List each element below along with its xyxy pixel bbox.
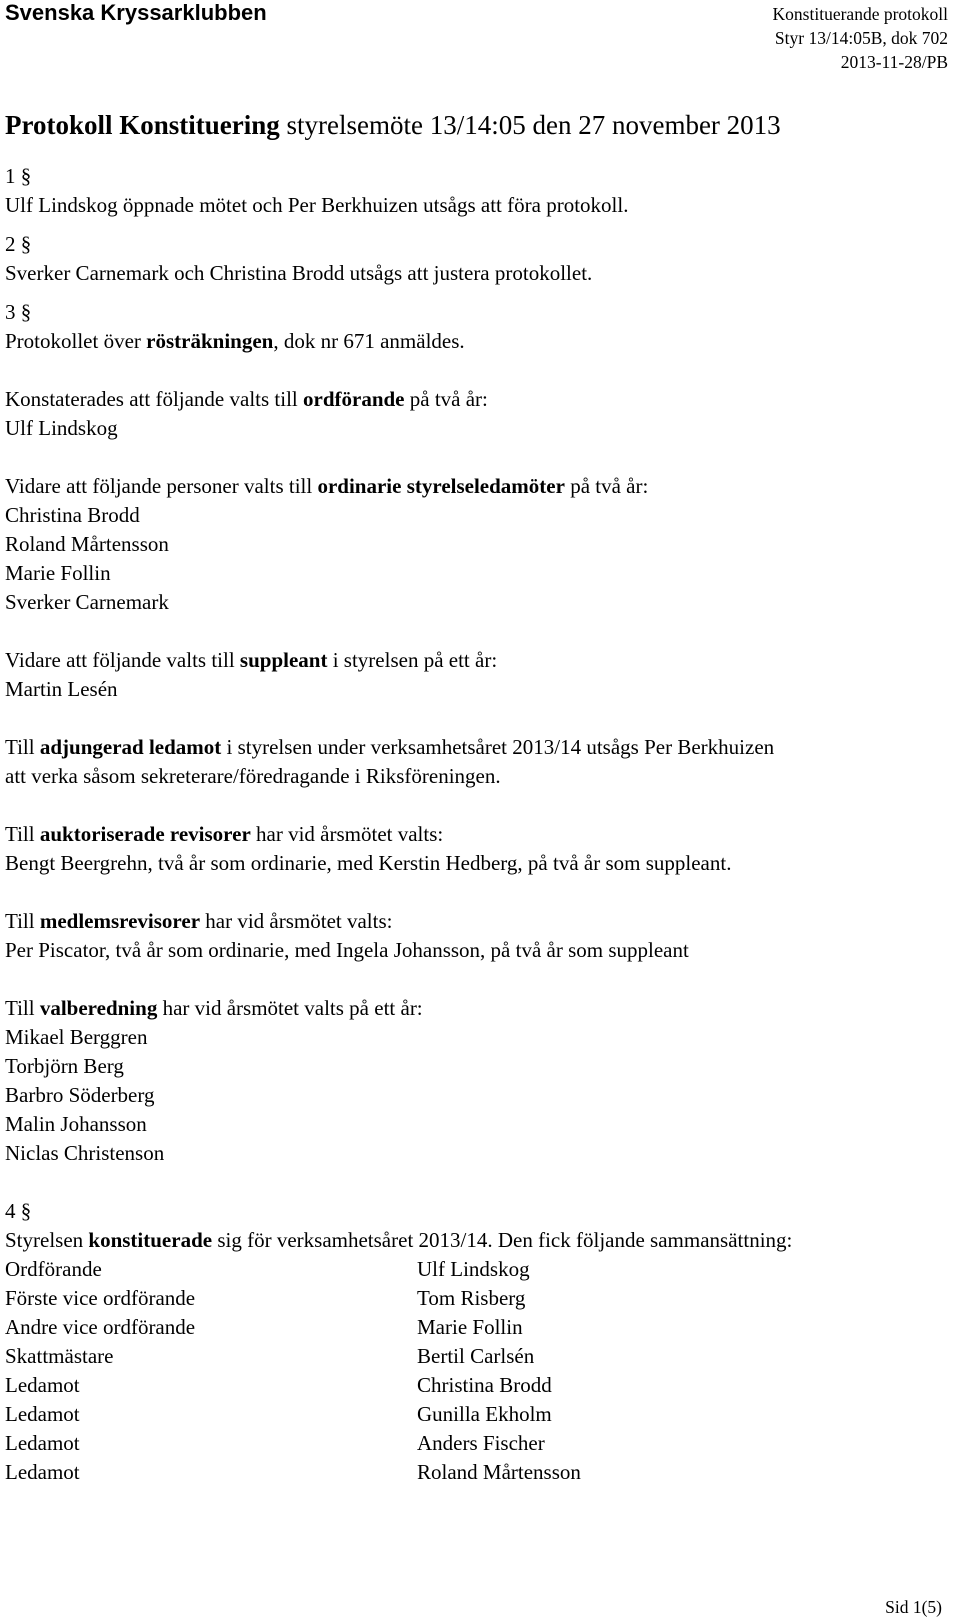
auditors-names: Bengt Beergrehn, två år som ordinarie, med Kerstin Hedberg, på två år som suppleant. <box>5 851 732 875</box>
role-label: Ledamot <box>5 1373 80 1397</box>
deputy-election-text: Vidare att följande valts till suppleant i styrelsen på ett år: <box>5 648 498 672</box>
deputy-name: Martin Lesén <box>5 677 118 701</box>
role-holder: Ulf Lindskog <box>417 1257 530 1281</box>
chair-election-text: Konstaterades att följande valts till ordförande på två år: <box>5 387 488 411</box>
table-row <box>5 1255 950 1284</box>
protocol-title-rest: styrelsemöte 13/14:05 den 27 november 2013 <box>279 110 781 140</box>
adjunct-member-text-line2: att verka såsom sekreterare/föredragande i Riksföreningen. <box>5 764 501 788</box>
nomination-member-name: Mikael Berggren <box>5 1025 148 1049</box>
table-row <box>5 1400 950 1429</box>
document-reference: Styr 13/14:05B, dok 702 <box>774 28 948 48</box>
table-row <box>5 1458 950 1487</box>
role-label: Ledamot <box>5 1460 80 1484</box>
table-row <box>5 1371 950 1400</box>
table-row <box>5 1429 950 1458</box>
nomination-member-name: Malin Johansson <box>5 1112 147 1136</box>
role-label: Ledamot <box>5 1431 80 1455</box>
section-4-number: 4 § <box>5 1199 32 1223</box>
role-holder: Christina Brodd <box>417 1373 552 1397</box>
section-4-text: Styrelsen konstituerade sig för verksamhetsåret 2013/14. Den fick följande sammansättning: <box>5 1228 793 1252</box>
role-holder: Roland Mårtensson <box>417 1460 581 1484</box>
role-label: Ledamot <box>5 1402 80 1426</box>
role-holder: Bertil Carlsén <box>417 1344 535 1368</box>
board-member-name: Sverker Carnemark <box>5 590 169 614</box>
member-auditors-names: Per Piscator, två år som ordinarie, med Ingela Johansson, på två år som suppleant <box>5 938 689 962</box>
section-1-text: Ulf Lindskog öppnade mötet och Per Berkhuizen utsågs att föra protokoll. <box>5 193 629 217</box>
document-type: Konstituerande protokoll <box>772 4 948 24</box>
protocol-body <box>5 108 950 1487</box>
role-label: Skattmästare <box>5 1344 114 1368</box>
page-number: Sid 1(5) <box>885 1597 942 1617</box>
document-header-info <box>773 2 948 74</box>
role-label: Andre vice ordförande <box>5 1315 196 1339</box>
nomination-member-name: Niclas Christenson <box>5 1141 165 1165</box>
section-2-text: Sverker Carnemark och Christina Brodd utsågs att justera protokollet. <box>5 261 593 285</box>
protocol-title <box>5 108 950 142</box>
section-3-number: 3 § <box>5 300 32 324</box>
role-holder: Marie Follin <box>417 1315 523 1339</box>
document-date: 2013-11-28/PB <box>840 52 948 72</box>
board-member-name: Marie Follin <box>5 561 111 585</box>
protocol-title-bold: Protokoll Konstituering <box>5 110 280 140</box>
table-row <box>5 1313 950 1342</box>
role-label: Ordförande <box>5 1257 102 1281</box>
auditors-text: Till auktoriserade revisorer har vid årsmötet valts: <box>5 822 444 846</box>
nomination-member-name: Torbjörn Berg <box>5 1054 124 1078</box>
table-row <box>5 1284 950 1313</box>
board-composition-table <box>5 1255 950 1487</box>
organization-name: Svenska Kryssarklubben <box>5 0 267 25</box>
section-3-text: Protokollet över rösträkningen, dok nr 671 anmäldes. <box>5 329 465 353</box>
section-2-number: 2 § <box>5 232 32 256</box>
board-member-name: Roland Mårtensson <box>5 532 169 556</box>
board-member-name: Christina Brodd <box>5 503 140 527</box>
nomination-member-name: Barbro Söderberg <box>5 1083 155 1107</box>
nomination-committee-text: Till valberedning har vid årsmötet valts på ett år: <box>5 996 423 1020</box>
role-holder: Tom Risberg <box>417 1286 526 1310</box>
chair-name: Ulf Lindskog <box>5 416 118 440</box>
member-auditors-text: Till medlemsrevisorer har vid årsmötet valts: <box>5 909 393 933</box>
board-election-text: Vidare att följande personer valts till ordinarie styrelseledamöter på två år: <box>5 474 649 498</box>
section-1-number: 1 § <box>5 164 32 188</box>
role-label: Förste vice ordförande <box>5 1286 196 1310</box>
adjunct-member-text: Till adjungerad ledamot i styrelsen under verksamhetsåret 2013/14 utsågs Per Berkhuizen <box>5 735 775 759</box>
table-row <box>5 1342 950 1371</box>
role-holder: Anders Fischer <box>417 1431 545 1455</box>
role-holder: Gunilla Ekholm <box>417 1402 552 1426</box>
